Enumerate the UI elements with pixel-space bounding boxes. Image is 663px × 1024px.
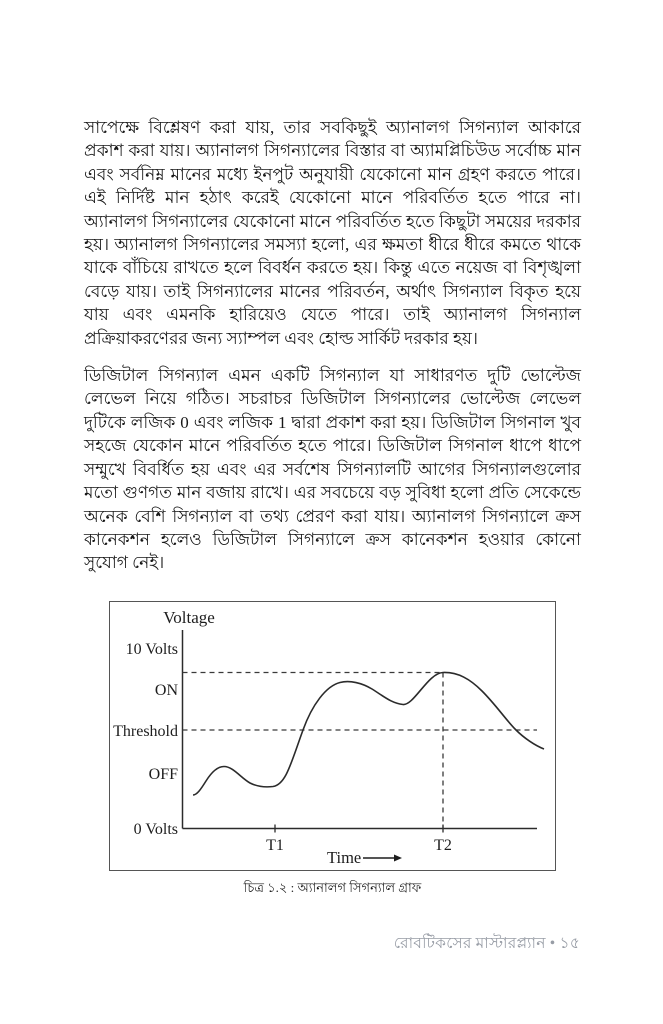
x-tick-label-t1: T1 [266, 837, 284, 854]
page-footer [394, 931, 580, 957]
figure-border-box [109, 601, 556, 871]
y-tick-label-threshold: Threshold [113, 723, 178, 740]
paragraph-analog-signal: সাপেক্ষে বিশ্লেষণ করা যায়, তার সবকিছুই অ্যানালগ সিগন্যাল আকারে প্রকাশ করা যায়। অ্যানালগ সিগন্যালের বিস্তার বা অ্যামপ্লিচিউড সর্বোচ্চ মান এবং সর্বনিম্ন মানের মধ্যে ইনপুট অনুযায়ী যেকোনো মান গ্রহণ করতে পারে। এই নির্দিষ্ট মান হঠাৎ করেই যেকোনো মানে পরিবর্তিত হতে পারে না। অ্যানালগ সিগন্যালের যেকোনো মানে পরিবর্তিত হতে কিছুটা সময়ের দরকার হয়। অ্যানালগ সিগন্যালের সমস্যা হলো, এর ক্ষমতা ধীরে ধীরে কমতে থাকে যাকে বাঁচিয়ে রাখতে হলে বিবর্ধন করতে হয়। কিন্তু এতে নয়েজ বা বিশৃঙ্খলা বেড়ে যায়। তাই সিগন্যালের মানের পরিবর্তন, অর্থাৎ সিগন্যাল বিকৃত হয়ে যায় এবং এমনকি হারিয়েও যেতে পারে। তাই অ্যানালগ সিগন্যাল প্রক্রিয়াকরণেরর জন্য স্যাম্পল এবং হোল্ড সার্কিট দরকার হয়। [84, 118, 581, 348]
voltage-time-chart [110, 602, 554, 869]
analog-curve [193, 672, 544, 795]
body-text-block [84, 116, 581, 575]
time-arrow-icon [363, 855, 402, 862]
y-tick-label-on: ON [154, 682, 178, 699]
x-axis-title: Time [327, 848, 362, 867]
running-title-and-page-number: রোবটিকসের মাস্টারপ্ল্যান • ১৫ [393, 935, 580, 952]
y-tick-label-10volts: 10 Volts [125, 641, 178, 658]
paragraph-digital-signal: ডিজিটাল সিগন্যাল এমন একটি সিগন্যাল যা সাধারণত দুটি ভোল্টেজ লেভেল নিয়ে গঠিত। সচরাচর ডিজিটাল সিগন্যালের ভোল্টেজ লেভেল দুটিকে লজিক 0 এবং লজিক 1 দ্বারা প্রকাশ করা হয়। ডিজিটাল সিগনাল খুব সহজে যেকোন মানে পরিবর্তিত হতে পারে। ডিজিটাল সিগনাল ধাপে ধাপে সম্মুখে বিবর্ধিত হয় এবং এর সর্বশেষ সিগন্যালটি আগের সিগন্যালগুলোর মতো গুণগত মান বজায় রাখে। এর সবচেয়ে বড় সুবিধা হলো প্রতি সেকেন্ডে অনেক বেশি সিগন্যাল বা তথ্য প্রেরণ করা যায়। অ্যানালগ সিগন্যালে ক্রস কানেকশন হলেও ডিজিটাল সিগন্যালে ক্রস কানেকশন হওয়ার কোনো সুযোগ নেই। [84, 366, 581, 573]
x-tick-label-t2: T2 [434, 837, 452, 854]
y-tick-label-0volts: 0 Volts [133, 821, 178, 838]
y-axis-title: Voltage [163, 608, 215, 627]
figure-caption: চিত্র ১.২ : অ্যানালগ সিগন্যাল গ্রাফ [243, 880, 422, 895]
analog-signal-figure [109, 601, 556, 900]
y-tick-label-off: OFF [148, 766, 178, 783]
